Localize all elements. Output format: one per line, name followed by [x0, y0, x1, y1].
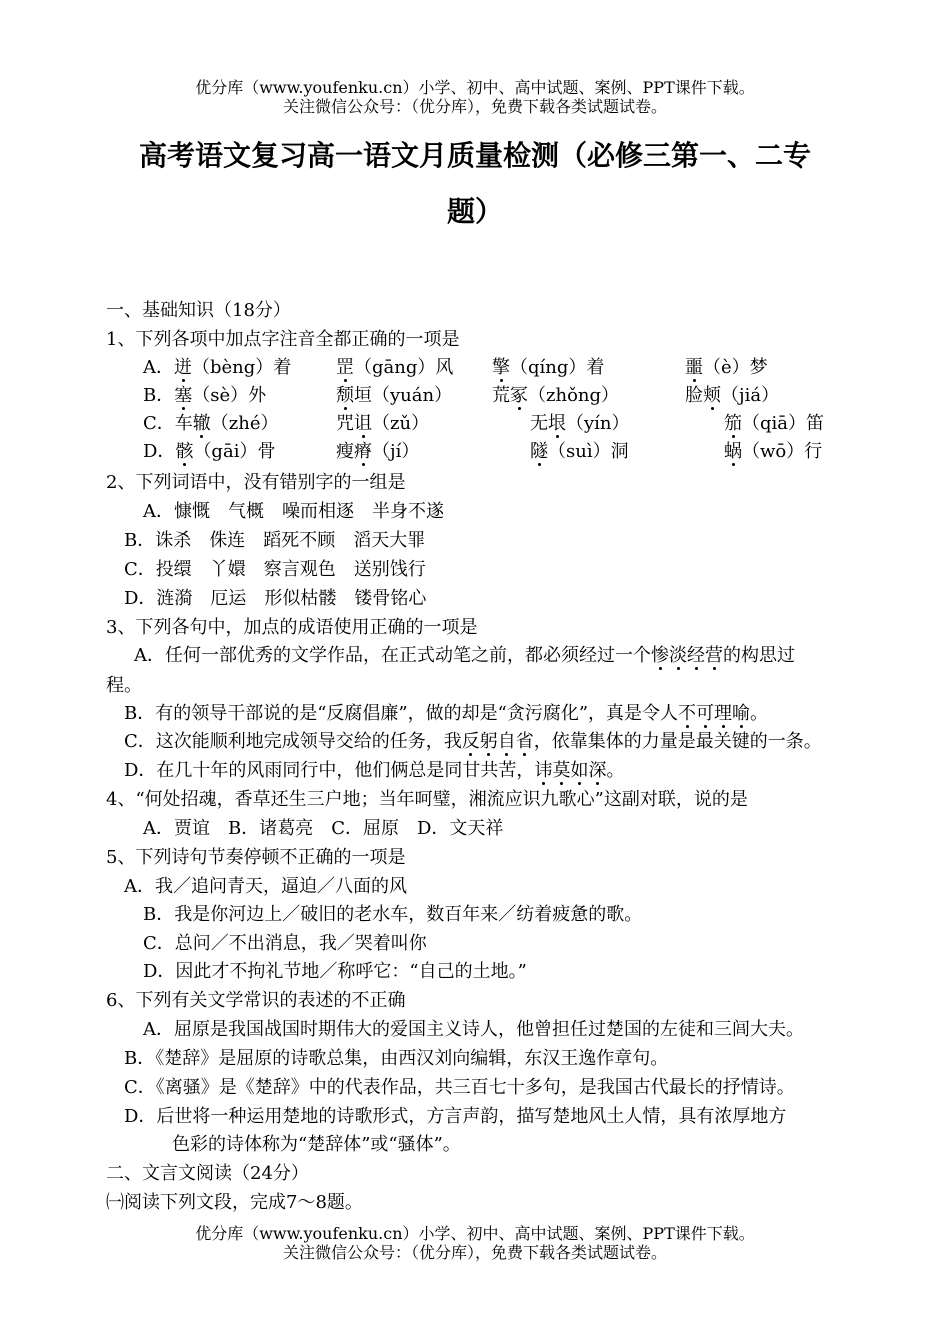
q2-option-d: D．涟漪 厄运 形似枯髅 镂骨铭心 — [124, 588, 427, 609]
emphasis-char: 惨 — [651, 645, 669, 666]
q1-option-b-2: 颓垣（yuán） — [336, 385, 453, 406]
header-line-2: 关注微信公众号：（优分库），免费下载各类试题试卷。 — [282, 97, 667, 116]
title-line-1: 高考语文复习高一语文月质量检测（必修三第一、二专 — [138, 139, 811, 172]
question-6-stem: 6、下列有关文学常识的表述的不正确 — [106, 990, 406, 1011]
q6-option-d-cont: 色彩的诗体称为“楚辞体”或“骚体”。 — [172, 1134, 461, 1155]
q1-option-a-2: 罡（gāng）风 — [336, 357, 454, 378]
question-4-stem: 4、“何处招魂，香草还生三户地；当年呵璧，湘流应识九歌心”这副对联，说的是 — [106, 789, 748, 810]
emphasis-char: 莫 — [552, 760, 571, 781]
q1-option-d: D．骸（gāi）骨 — [143, 441, 276, 462]
q3-option-d: D．在几十年的风雨同行中，他们俩总是同甘共苦，讳莫如深。 — [124, 760, 625, 781]
q5-option-c: C．总问／不出消息，我／哭着叫你 — [143, 933, 427, 954]
q5-option-b: B．我是你河边上／破旧的老水车，数百年来／纺着疲惫的歌。 — [143, 904, 643, 925]
emphasis-char: 躬 — [479, 731, 498, 752]
title-line-2: 题） — [446, 195, 503, 228]
q1-option-c: C．车辙（zhé） — [143, 413, 279, 434]
section-heading-1: 一、基础知识（18分） — [106, 300, 291, 321]
q6-option-d: D．后世将一种运用楚地的诗歌形式，方言声韵，描写楚地风土人情，具有浓厚地方 — [124, 1106, 787, 1127]
q3-c-idiom — [462, 731, 534, 752]
q1-option-d-4: 蜗（wō）行 — [724, 441, 823, 462]
footer-line-2: 关注微信公众号：（优分库），免费下载各类试题试卷。 — [282, 1243, 667, 1262]
q1-option-c-4: 笳（qiā）笛 — [724, 413, 825, 434]
emphasis-char: 喻 — [732, 703, 751, 724]
q1-option-a: A．迸（bèng）着 — [143, 357, 292, 378]
footer-line-1: 优分库（www.youfenku.cn）小学、初中、高中试题、案例、PPT课件下载。 — [195, 1224, 755, 1243]
q3-b-idiom — [678, 703, 750, 724]
emphasis-char: 深 — [588, 760, 607, 781]
question-3-stem: 3、下列各句中，加点的成语使用正确的一项是 — [106, 617, 478, 638]
q6-option-c: C．《离骚》是《楚辞》中的代表作品，共三百七十多句，是我国古代最长的抒情诗。 — [124, 1077, 795, 1098]
q1-option-d-2: 瘦瘠（jí） — [336, 441, 420, 462]
section-heading-2: 二、文言文阅读（24分） — [106, 1163, 309, 1184]
q3-option-a: A．任何一部优秀的文学作品，在正式动笔之前，都必须经过一个惨淡经营的构思过 — [134, 645, 795, 666]
q1-option-b-4: 脸颊（jiá） — [685, 385, 780, 406]
emphasis-char: 反 — [461, 731, 480, 752]
question-2-stem: 2、下列词语中，没有错别字的一组是 — [106, 472, 406, 493]
page-title — [90, 128, 860, 240]
emphasis-char: 不 — [678, 703, 697, 724]
emphasis-char: 讳 — [534, 760, 553, 781]
emphasis-char: 可 — [696, 703, 715, 724]
q3-option-a-cont: 程。 — [106, 675, 142, 696]
question-5-stem: 5、下列诗句节奏停顿不正确的一项是 — [106, 847, 406, 868]
q3-option-c: C．这次能顺利地完成领导交给的任务，我反躬自省，依靠集体的力量是最关键的一条。 — [124, 731, 822, 752]
question-1-stem: 1、下列各项中加点字注音全都正确的一项是 — [106, 329, 460, 350]
q6-option-a: A．屈原是我国战国时期伟大的爱国主义诗人，他曾担任过楚国的左徒和三闾大夫。 — [143, 1019, 804, 1040]
emphasis-char: 经 — [687, 645, 705, 666]
q3-option-b: B．有的领导干部说的是“反腐倡廉”，做的却是“贪污腐化”，真是令人不可理喻。 — [124, 703, 769, 724]
q5-option-a: A．我／追问青天，逼迫／八面的风 — [124, 876, 407, 897]
emphasis-char: 自 — [497, 731, 516, 752]
header-line-1: 优分库（www.youfenku.cn）小学、初中、高中试题、案例、PPT课件下载。 — [195, 78, 755, 97]
header-banner — [0, 78, 950, 116]
emphasis-char: 淡 — [669, 645, 687, 666]
q3-d-idiom — [534, 760, 606, 781]
q1-option-b-3: 荒冢（zhǒng） — [492, 385, 620, 406]
q1-option-c-2: 咒诅（zǔ） — [336, 413, 430, 434]
q1-option-c-3: 无垠（yín） — [530, 413, 630, 434]
q1-option-a-3: 擎（qíng）着 — [492, 357, 605, 378]
q6-option-b: B．《楚辞》是屈原的诗歌总集，由西汉刘向编辑，东汉王逸作章句。 — [124, 1048, 669, 1069]
emphasis-char: 营 — [705, 645, 723, 666]
q5-option-d: D．因此才不拘礼节地／称呼它：“自己的土地。” — [143, 961, 527, 982]
q2-option-a: A．慷慨 气概 噪而相逐 半身不遂 — [143, 501, 444, 522]
q2-option-b: B．诛杀 侏连 蹈死不顾 滔天大罪 — [124, 530, 426, 551]
q1-option-d-3: 隧（suì）洞 — [530, 441, 629, 462]
emphasis-char: 省 — [515, 731, 534, 752]
footer-banner — [0, 1224, 950, 1262]
q2-option-c: C．投缳 丫嬛 察言观色 送别饯行 — [124, 559, 426, 580]
q1-option-b: B．塞（sè）外 — [143, 385, 267, 406]
reading-instruction: ㈠阅读下列文段，完成7～8题。 — [106, 1192, 363, 1213]
q1-option-a-4: 噩（è）梦 — [685, 357, 768, 378]
emphasis-char: 理 — [714, 703, 733, 724]
emphasis-char: 如 — [570, 760, 589, 781]
q4-options: A．贾谊 B．诸葛亮 C．屈原 D．文天祥 — [143, 818, 504, 839]
q3-a-idiom — [651, 645, 723, 666]
